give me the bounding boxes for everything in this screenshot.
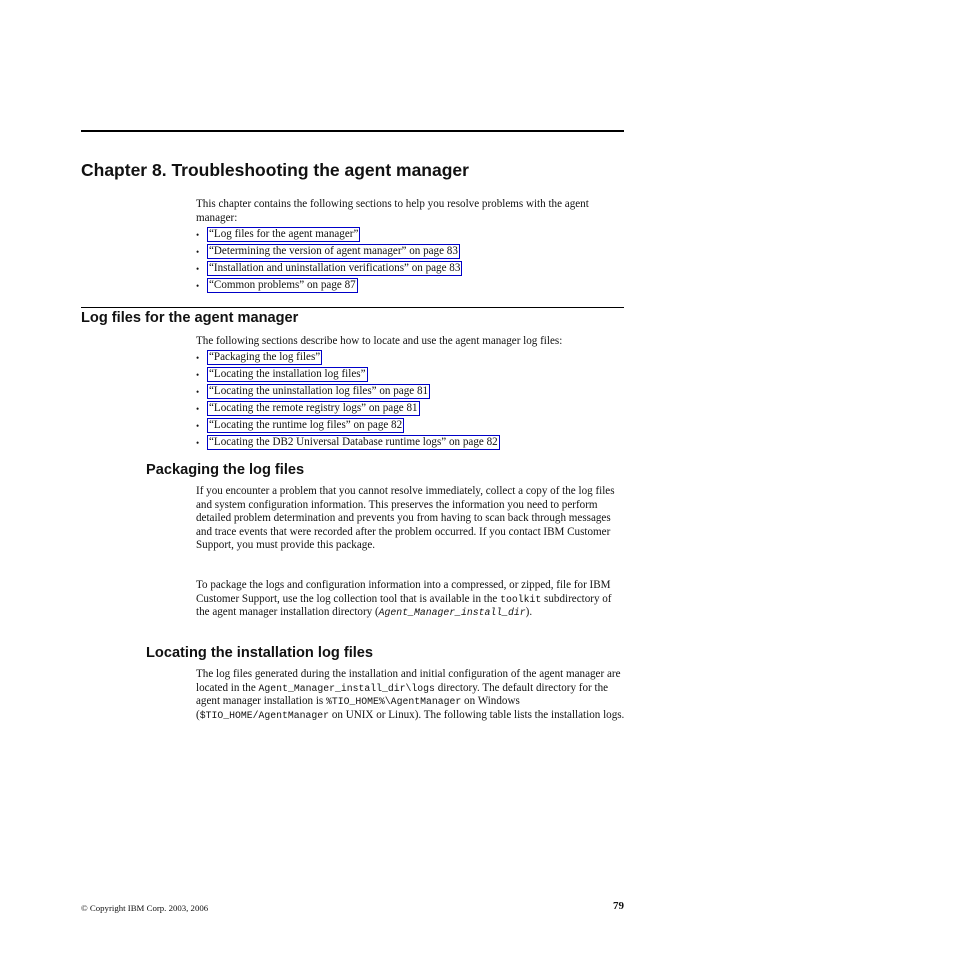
chapter-top-rule <box>81 130 624 132</box>
list-item <box>196 435 500 452</box>
link-packaging-log-files[interactable]: “Packaging the log files” <box>209 351 321 363</box>
list-item <box>196 418 500 435</box>
page-number: 79 <box>613 900 624 912</box>
section-heading-log-files: Log files for the agent manager <box>81 310 299 326</box>
chapter-section-list <box>196 227 462 295</box>
list-item <box>196 384 500 401</box>
unix-dir-code: $TIO_HOME/AgentManager <box>199 709 330 721</box>
windows-dir-code: %TIO_HOME%\AgentManager <box>326 696 462 708</box>
link-locating-db2-logs[interactable]: “Locating the DB2 Universal Database runtime logs” on page 82 <box>209 436 498 448</box>
bullet-icon: • <box>196 264 200 274</box>
section-rule <box>81 307 624 308</box>
list-item <box>196 244 462 261</box>
list-item <box>196 350 500 367</box>
bullet-icon: • <box>196 353 200 363</box>
chapter-title: Chapter 8. Troubleshooting the agent manager <box>81 160 469 180</box>
bullet-icon: • <box>196 387 200 397</box>
bullet-icon: • <box>196 370 200 380</box>
installation-paragraph: The log files generated during the installation and initial configuration of the agent manager are located in the Agent_Manager_install_dir\logs directory. The default directory for the agent manager installation is %TIO_HOME%\AgentManager on Windows ($TIO_HOME/AgentManager on UNIX or Linux). The following table lists the installation logs. <box>196 668 625 721</box>
list-item <box>196 367 500 384</box>
list-item <box>196 227 462 244</box>
subsection-heading-packaging: Packaging the log files <box>146 462 305 478</box>
packaging-paragraph-1: If you encounter a problem that you cannot resolve immediately, collect a copy of the log files and system configuration information. This preserves the information you need to perform detailed problem determination and prevents you from having to scan back through messages and trace events that were recorded after the problem occurred. If you contact IBM Customer Support, you must provide this package. <box>196 485 615 552</box>
list-item <box>196 278 462 295</box>
bullet-icon: • <box>196 247 200 257</box>
chapter-intro: This chapter contains the following sections to help you resolve problems with the agent manager: <box>196 198 589 224</box>
bullet-icon: • <box>196 421 200 431</box>
link-locating-installation-logs[interactable]: “Locating the installation log files” <box>209 368 366 380</box>
link-locating-uninstallation-logs[interactable]: “Locating the uninstallation log files” on page 81 <box>209 385 429 397</box>
link-installation-verifications[interactable]: “Installation and uninstallation verifications” on page 83 <box>209 262 461 274</box>
link-locating-remote-registry-logs[interactable]: “Locating the remote registry logs” on page 81 <box>209 402 418 414</box>
bullet-icon: • <box>196 438 200 448</box>
logs-dir-code: Agent_Manager_install_dir\logs <box>258 682 435 694</box>
bullet-icon: • <box>196 281 200 291</box>
copyright-footer: © Copyright IBM Corp. 2003, 2006 <box>81 903 209 913</box>
log-files-intro: The following sections describe how to locate and use the agent manager log files: <box>196 335 563 347</box>
list-item <box>196 401 500 418</box>
bullet-icon: • <box>196 230 200 240</box>
log-files-section-list <box>196 350 500 452</box>
list-item <box>196 261 462 278</box>
link-common-problems[interactable]: “Common problems” on page 87 <box>209 279 356 291</box>
subsection-heading-installation: Locating the installation log files <box>146 645 374 661</box>
bullet-icon: • <box>196 404 200 414</box>
link-locating-runtime-logs[interactable]: “Locating the runtime log files” on page 82 <box>209 419 403 431</box>
link-log-files[interactable]: “Log files for the agent manager” <box>209 228 359 240</box>
packaging-paragraph-2: To package the logs and configuration information into a compressed, or zipped, file for IBM Customer Support, use the log collection tool that is available in the toolkit subdirectory of the agent manager installation directory (Agent_Manager_install_dir). <box>196 579 612 619</box>
install-dir-variable: Agent_Manager_install_dir <box>378 607 526 619</box>
toolkit-code: toolkit <box>500 593 542 605</box>
link-determining-version[interactable]: “Determining the version of agent manager” on page 83 <box>209 245 458 257</box>
